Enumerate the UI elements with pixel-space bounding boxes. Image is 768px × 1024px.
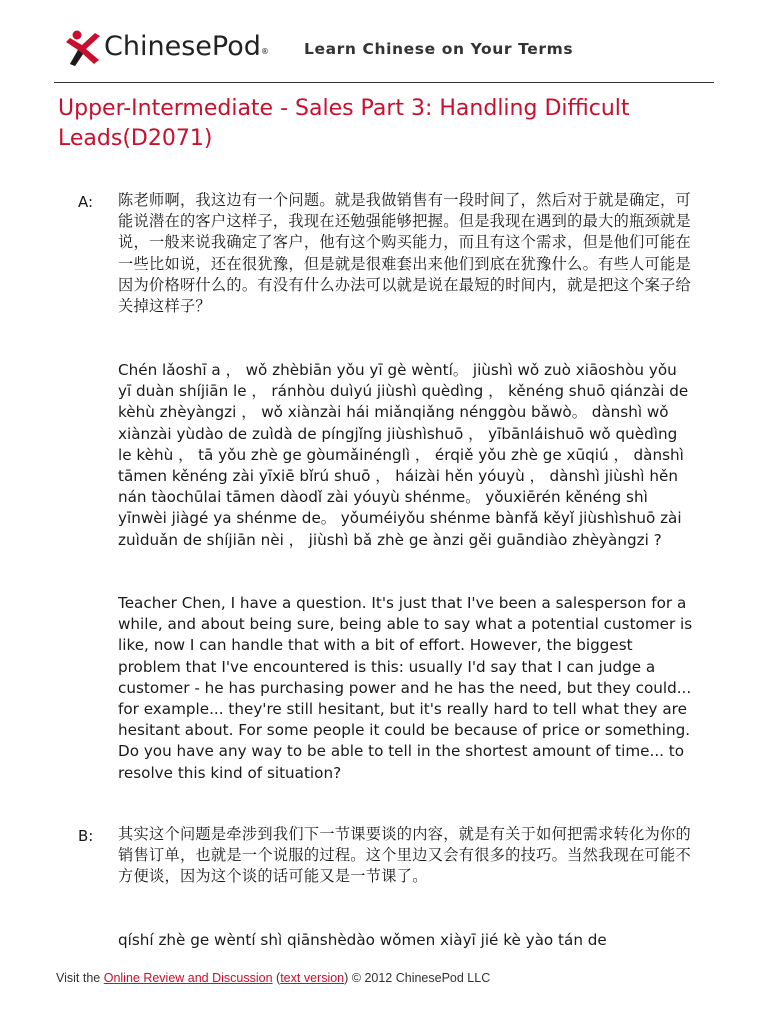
registered-mark: ® <box>260 47 269 56</box>
footer-copyright: ) © 2012 ChinesePod LLC <box>344 971 491 985</box>
online-review-link[interactable]: Online Review and Discussion <box>103 971 273 985</box>
tagline: Learn Chinese on Your Terms <box>304 40 574 58</box>
text-version-link[interactable]: text version <box>280 971 345 985</box>
lesson-title: Upper-Intermediate - Sales Part 3: Handling Difficult Leads(D2071) <box>58 96 630 151</box>
speaker-b-pinyin: qíshí zhè ge wèntí shì qiānshèdào wǒmen xiàyī jié kè yào tán de <box>118 931 607 949</box>
speaker-a-chinese: 陈老师啊，我这边有一个问题。就是我做销售有一段时间了，然后对于就是确定，可能说潜在的客户这样子，我现在还勉强能够把握。但是我现在遇到的最大的瓶颈就是说，一般来说我确定了客户，他有这个购买能力，而且有这个需求，但是他们可能在一些比如说，还在很犹豫，但是就是很难套出来他们到底在犹豫什么。有些人可能是因为价格呀什么的。有没有什么办法可以就是说在最短的时间内，就是把这个案子给关掉这样子？ <box>118 191 692 316</box>
header-divider <box>54 82 714 83</box>
brand-name <box>104 31 269 62</box>
speaker-a-label: A: <box>78 193 94 211</box>
speaker-a-pinyin: Chén lǎoshī a ， wǒ zhèbiān yǒu yī gè wèntí。 jiùshì wǒ zuò xiāoshòu yǒu yī duàn shíjiān le ， ránhòu duìyú jiùshì quèdìng ， kěnéng shuō qiánzài de kèhù zhèyàngzi ， wǒ xiànzài hái miǎnqiǎng nénggòu bǎwò。 dànshì wǒ xiànzài yùdào de zuìdà de píngjǐng jiùshìshuō ， yībānláishuō wǒ quèdìng le kèhù ， tā yǒu zhè ge gòumǎinénglì ， érqiě yǒu zhè ge xūqiú ， dànshì tāmen kěnéng zài yīxiē bǐrú shuō ， háizài hěn yóuyù ， dànshì jiùshì hěn nán tàochūlai tāmen dàodǐ zài yóuyù shénme。 yǒuxiērén kěnéng shì yīnwèi jiàgé ya shénme de。 yǒuméiyǒu shénme bànfǎ kěyǐ jiùshìshuō zài zuìduǎn de shíjiān nèi ， jiùshì bǎ zhè ge ànzi gěi guāndiào zhèyàngzi ? <box>118 361 689 549</box>
chinesepod-logo-icon <box>64 28 104 68</box>
footer-prefix: Visit the <box>56 971 104 985</box>
speaker-a-english: Teacher Chen, I have a question. It's just that I've been a salesperson for a while, and about being sure, being able to say what a potential customer is like, now I can handle that with a bit of effort. However, the biggest problem that I've encountered is this: usually I'd say that I can judge a customer - he has purchasing power and he has the need, but they could... for example... they're still hesitant, but it's really hard to tell what they are hesitant about. For some people it could be because of price or something. Do you have any way to be able to tell in the shortest amount of time... to resolve this kind of situation? <box>118 594 693 782</box>
brand-text: ChinesePod <box>104 31 261 62</box>
footer <box>56 971 490 985</box>
speaker-b-chinese: 其实这个问题是牵涉到我们下一节课要谈的内容，就是有关于如何把需求转化为你的销售订单，也就是一个说服的过程。这个里边又会有很多的技巧。当然我现在可能不方便谈，因为这个谈的话可能又是一节课了。 <box>118 825 692 886</box>
footer-mid: ( <box>272 971 281 985</box>
speaker-b-label: B: <box>78 827 94 845</box>
page-header <box>54 22 714 84</box>
